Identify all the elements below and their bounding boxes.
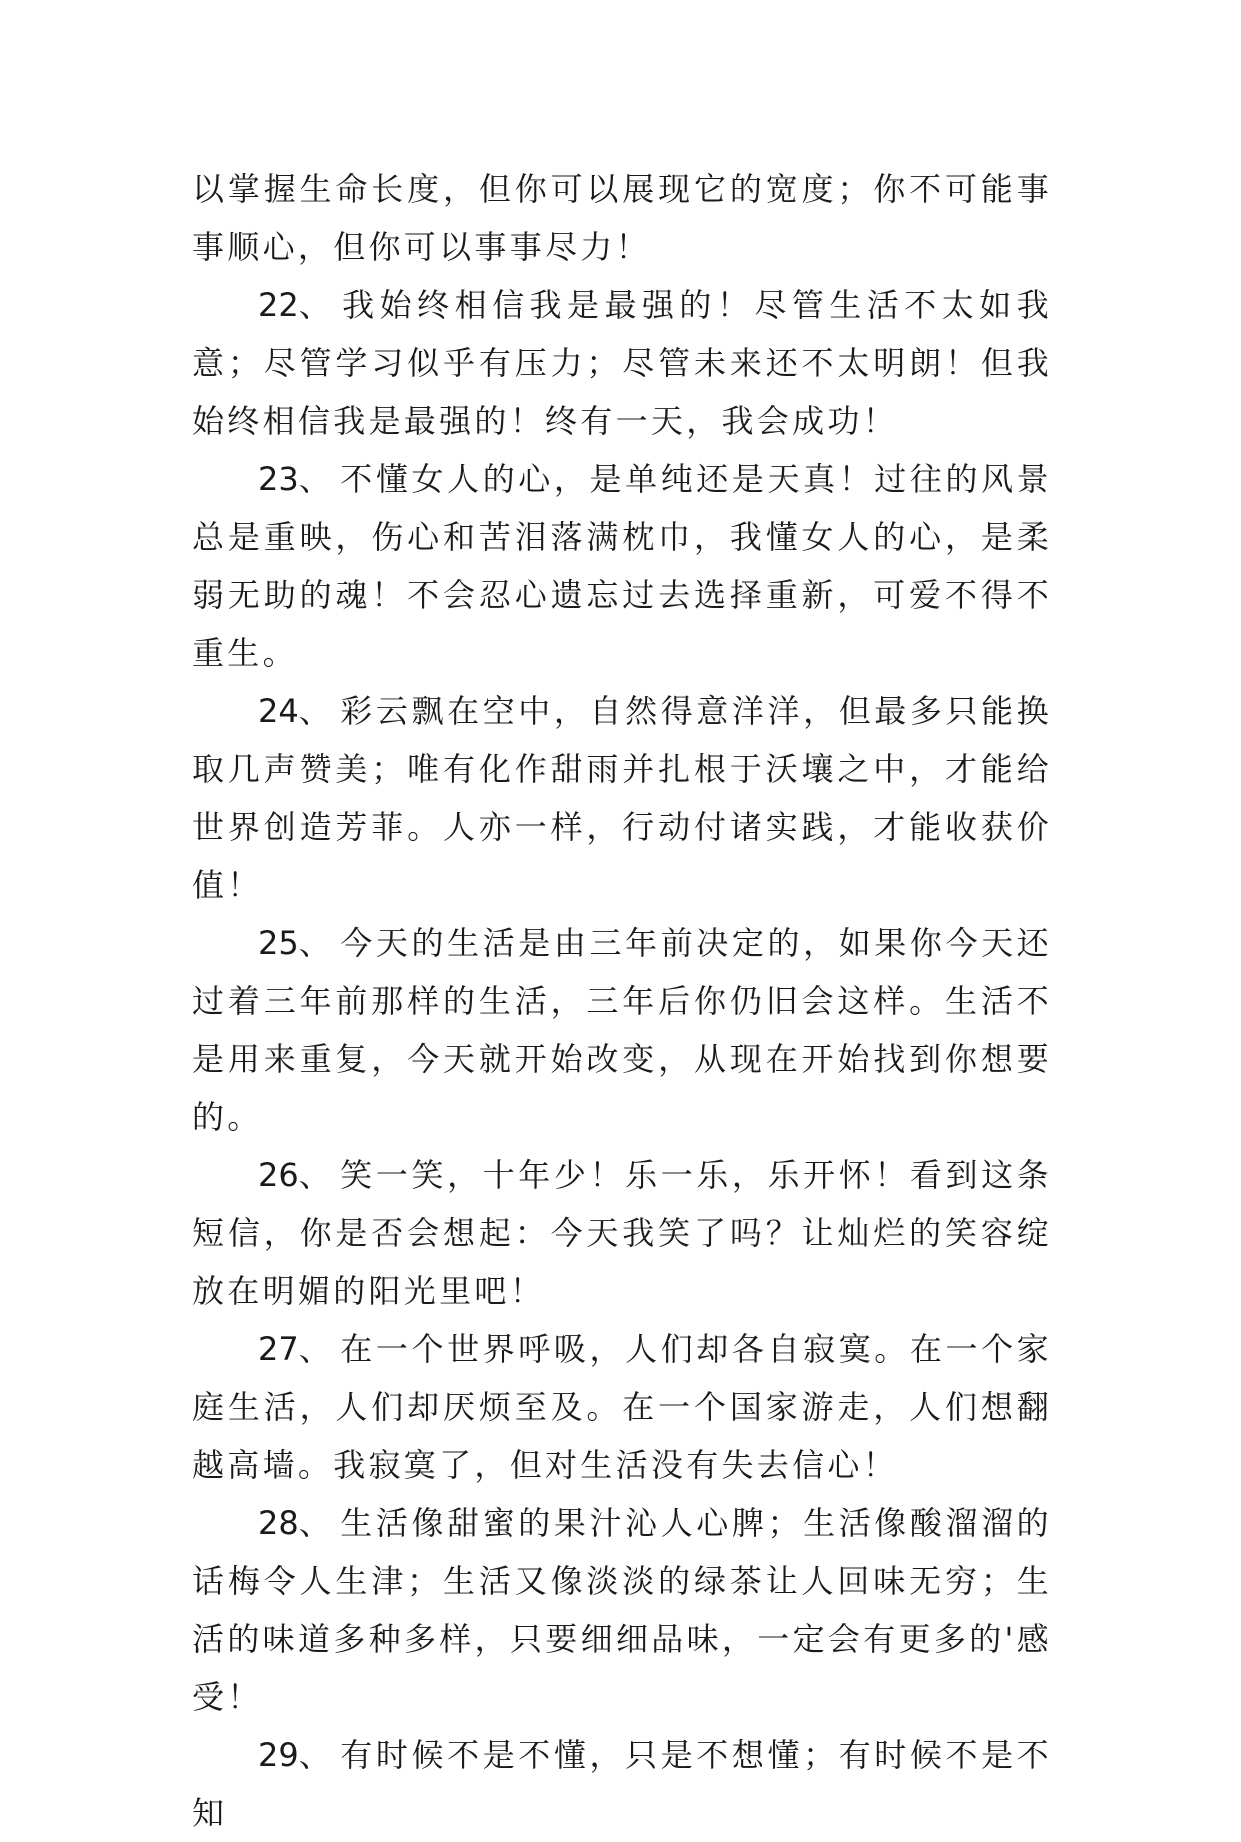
paragraph-number: 22、 (258, 286, 331, 324)
paragraph-24 (192, 682, 1052, 914)
paragraph-number: 29、 (258, 1736, 331, 1774)
paragraph-text: 生活像甜蜜的果汁沁人心脾；生活像酸溜溜的话梅令人生津；生活又像淡淡的绿茶让人回味无穷；生活的味道多种多样，只要细细品味，一定会有更多的'感受！ (192, 1504, 1052, 1716)
paragraph-text: 有时候不是不懂，只是不想懂；有时候不是不知 (192, 1736, 1052, 1832)
paragraph-22 (192, 276, 1052, 450)
paragraph-continuation (192, 160, 1052, 276)
paragraph-text: 彩云飘在空中，自然得意洋洋，但最多只能换取几声赞美；唯有化作甜雨并扎根于沃壤之中，才能给世界创造芳菲。人亦一样，行动付诸实践，才能收获价值！ (192, 692, 1052, 904)
paragraph-25 (192, 914, 1052, 1146)
paragraph-27 (192, 1320, 1052, 1494)
paragraph-text: 我始终相信我是最强的！尽管生活不太如我意；尽管学习似乎有压力；尽管未来还不太明朗！但我始终相信我是最强的！终有一天，我会成功！ (192, 286, 1052, 440)
paragraph-number: 27、 (258, 1330, 331, 1368)
paragraph-29 (192, 1726, 1052, 1842)
paragraph-number: 28、 (258, 1504, 331, 1542)
paragraph-number: 24、 (258, 692, 331, 730)
paragraph-text: 以掌握生命长度，但你可以展现它的宽度；你不可能事事顺心，但你可以事事尽力！ (192, 170, 1052, 266)
document-body (192, 160, 1052, 1842)
paragraph-text: 今天的生活是由三年前决定的，如果你今天还过着三年前那样的生活，三年后你仍旧会这样。生活不是用来重复，今天就开始改变，从现在开始找到你想要的。 (192, 924, 1052, 1136)
paragraph-number: 26、 (258, 1156, 331, 1194)
paragraph-text: 笑一笑，十年少！乐一乐，乐开怀！看到这条短信，你是否会想起：今天我笑了吗？让灿烂的笑容绽放在明媚的阳光里吧！ (192, 1156, 1052, 1310)
paragraph-text: 不懂女人的心，是单纯还是天真！过往的风景总是重映，伤心和苦泪落满枕巾，我懂女人的心，是柔弱无助的魂！不会忍心遗忘过去选择重新，可爱不得不重生。 (192, 460, 1052, 672)
paragraph-26 (192, 1146, 1052, 1320)
paragraph-number: 23、 (258, 460, 331, 498)
paragraph-text: 在一个世界呼吸，人们却各自寂寞。在一个家庭生活，人们却厌烦至及。在一个国家游走，人们想翻越高墙。我寂寞了，但对生活没有失去信心！ (192, 1330, 1052, 1484)
paragraph-23 (192, 450, 1052, 682)
paragraph-28 (192, 1494, 1052, 1726)
paragraph-number: 25、 (258, 924, 331, 962)
